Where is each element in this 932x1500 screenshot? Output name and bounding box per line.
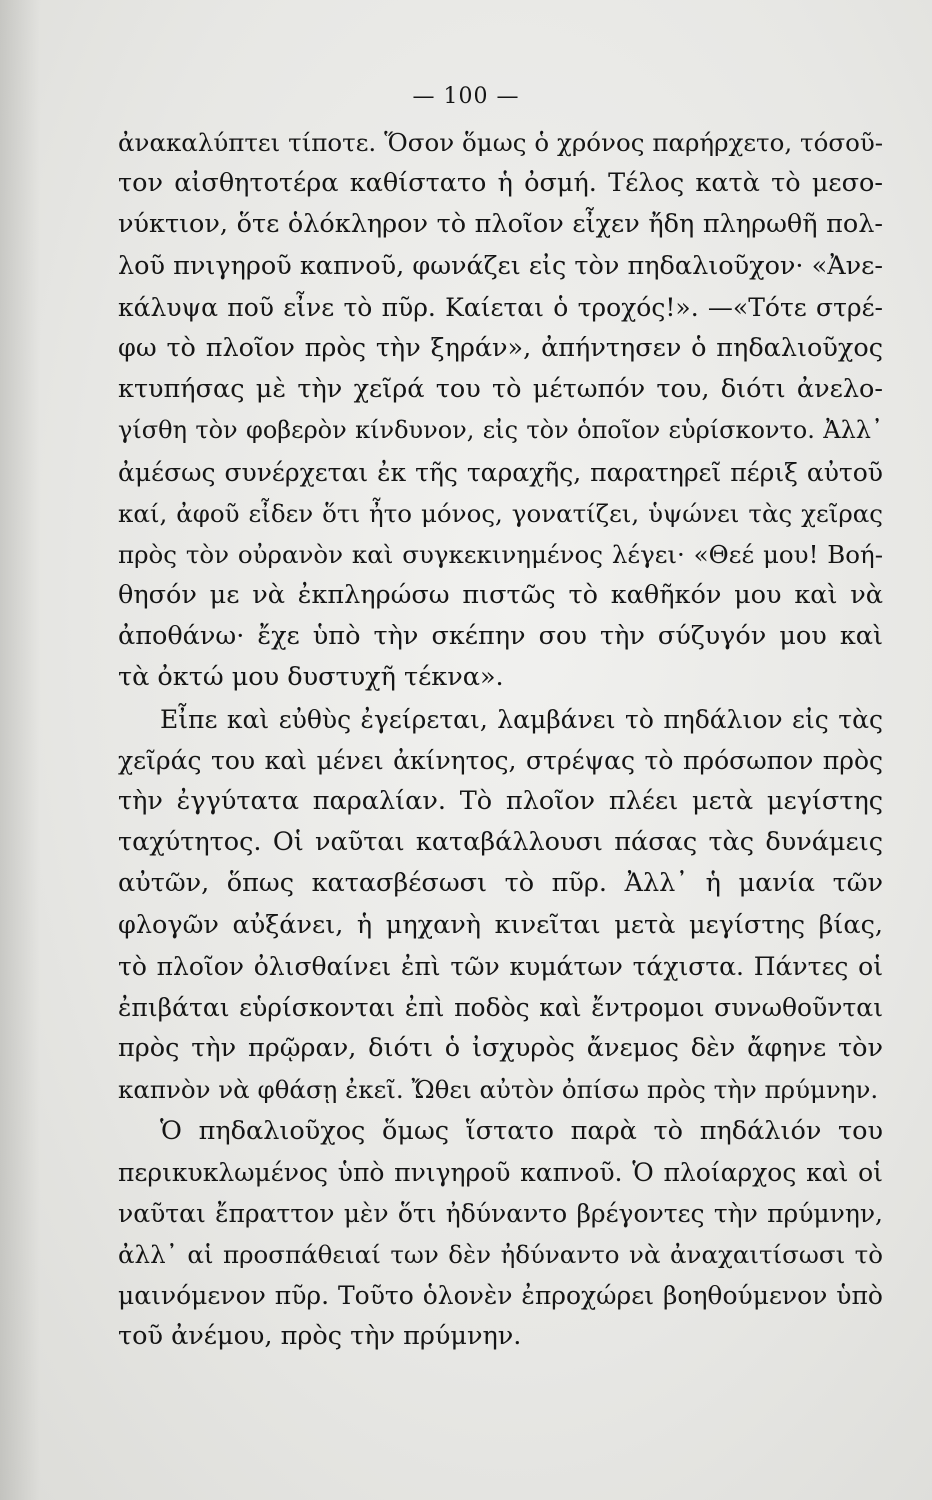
text-line: θησόν με νὰ ἐκπληρώσω πιστῶς τὸ καθῆκόν μου καὶ νὰ	[118, 580, 883, 611]
text-line: τον αἰσθητοτέρα καθίστατο ἡ ὀσμή. Τέλος κατὰ τὸ μεσο-	[118, 168, 883, 199]
text-line: τοῦ ἀνέμου, πρὸς τὴν πρύμνην.	[118, 1321, 522, 1352]
text-line: πρὸς τὴν πρῷραν, διότι ὁ ἰσχυρὸς ἄνεμος δὲν ἄφηνε τὸν	[118, 1033, 883, 1064]
text-line: λοῦ πνιγηροῦ καπνοῦ, φωνάζει εἰς τὸν πηδαλιοῦχον· «Ἀνε-	[118, 250, 883, 281]
text-line: καί, ἀφοῦ εἶδεν ὅτι ἦτο μόνος, γονατίζει, ὑψώνει τὰς χεῖρας	[118, 498, 883, 528]
text-line: ἀμέσως συνέρχεται ἐκ τῆς ταραχῆς, παρατηρεῖ πέριξ αὐτοῦ	[118, 457, 883, 487]
body-text	[118, 122, 883, 1358]
text-line: ἐπιβάται εὑρίσκονται ἐπὶ ποδὸς καὶ ἔντρομοι συνωθοῦνται	[118, 992, 883, 1022]
text-line: αὐτῶν, ὅπως κατασβέσωσι τὸ πῦρ. Ἀλλ᾿ ἡ μανία τῶν	[118, 868, 883, 899]
text-line: ἀλλ᾿ αἱ προσπάθειαί των δὲν ἠδύναντο νὰ ἀναχαιτίσωσι τὸ	[118, 1240, 883, 1270]
text-line: χεῖράς του καὶ μένει ἀκίνητος, στρέψας τὸ πρόσωπον πρὸς	[118, 745, 883, 775]
text-line: κτυπήσας μὲ τὴν χεῖρά του τὸ μέτωπόν του, διότι ἀνελο-	[118, 374, 883, 405]
text-line: καπνὸν νὰ φθάσῃ ἐκεῖ. Ὤθει αὐτὸν ὀπίσω πρὸς τὴν πρύμνην.	[118, 1075, 879, 1105]
text-line: ταχύτητος. Οἱ ναῦται καταβάλλουσι πάσας τὰς δυνάμεις	[118, 827, 883, 858]
text-line: φλογῶν αὐξάνει, ἡ μηχανὴ κινεῖται μετὰ μεγίστης βίας,	[118, 909, 883, 940]
paragraph	[118, 122, 883, 699]
paragraph	[118, 1111, 883, 1358]
text-line: περικυκλωμένος ὑπὸ πνιγηροῦ καπνοῦ. Ὁ πλοίαρχος καὶ οἱ	[118, 1157, 883, 1187]
text-line: τὰ ὀκτώ μου δυστυχῆ τέκνα».	[118, 662, 504, 693]
text-line: κάλυψα ποῦ εἶνε τὸ πῦρ. Καίεται ὁ τροχός!». —«Τότε στρέ-	[118, 292, 883, 322]
text-line: φω τὸ πλοῖον πρὸς τὴν ξηράν», ἀπήντησεν ὁ πηδαλιοῦχος	[118, 332, 883, 363]
page-number: — 100 —	[412, 84, 520, 109]
text-line: γίσθη τὸν φοβερὸν κίνδυνον, εἰς τὸν ὁποῖον εὑρίσκοντο. Ἀλλ᾿	[118, 416, 883, 445]
text-line: νύκτιον, ὅτε ὁλόκληρον τὸ πλοῖον εἶχεν ἤδη πληρωθῆ πολ-	[118, 209, 883, 240]
page-edge-shadow	[0, 0, 40, 1500]
text-line: ναῦται ἔπραττον μὲν ὅτι ἠδύναντο βρέγοντες τὴν πρύμνην,	[118, 1198, 883, 1228]
text-line: τὸ πλοῖον ὀλισθαίνει ἐπὶ τῶν κυμάτων τάχιστα. Πάντες οἱ	[118, 951, 883, 981]
text-line: Εἶπε καὶ εὐθὺς ἐγείρεται, λαμβάνει τὸ πηδάλιον εἰς τὰς	[160, 704, 883, 734]
text-line: ἀνακαλύπτει τίποτε. Ὅσον ὅμως ὁ χρόνος παρήρχετο, τόσοῦ-	[118, 128, 883, 157]
text-line: Ὁ πηδαλιοῦχος ὅμως ἵστατο παρὰ τὸ πηδάλιόν του	[160, 1115, 883, 1146]
text-line: ἀποθάνω· ἔχε ὑπὸ τὴν σκέπην σου τὴν σύζυγόν μου καὶ	[118, 621, 883, 652]
text-line: πρὸς τὸν οὐρανὸν καὶ συγκεκινημένος λέγει· «Θεέ μου! Βοή-	[118, 539, 883, 569]
paragraph	[118, 699, 883, 1111]
text-line: τὴν ἐγγύτατα παραλίαν. Τὸ πλοῖον πλέει μετὰ μεγίστης	[118, 786, 883, 816]
text-line: μαινόμενον πῦρ. Τοῦτο ὁλονὲν ἐπροχώρει βοηθούμενον ὑπὸ	[118, 1281, 883, 1311]
